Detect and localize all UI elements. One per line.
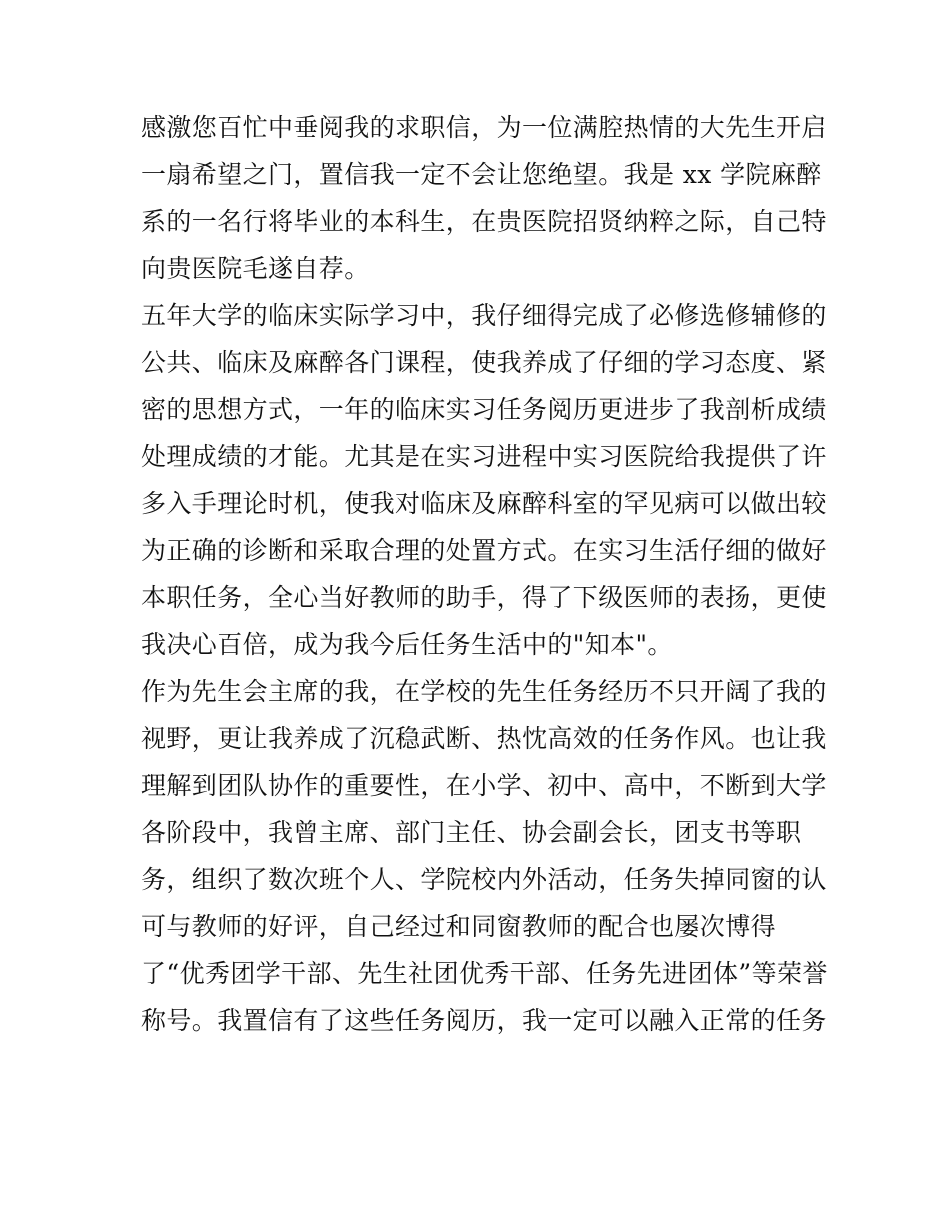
text-line: 感激您百忙中垂阅我的求职信，为一位满腔热情的大先生开启 [141, 113, 827, 142]
text-line: 为正确的诊断和采取合理的处置方式。在实习生活仔细的做好 [141, 536, 827, 565]
text-line: 密的思想方式，一年的临床实习任务阅历更进步了我剖析成绩 [141, 395, 827, 424]
text-line: 各阶段中，我曾主席、部门主任、协会副会长，团支书等职 [141, 818, 802, 847]
text-line: 务，组织了数次班个人、学院校内外活动，任务失掉同窗的认 [141, 865, 827, 894]
text-line: 理解到团队协作的重要性，在小学、初中、高中，不断到大学 [141, 771, 827, 800]
text-line: 作为先生会主席的我，在学校的先生任务经历不只开阔了我的 [141, 677, 827, 706]
text-line: 视野，更让我养成了沉稳武断、热忱高效的任务作风。也让我 [141, 724, 827, 753]
text-line: 系的一名行将毕业的本科生，在贵医院招贤纳粹之际，自己特 [141, 207, 827, 236]
text-line: 本职任务，全心当好教师的助手，得了下级医师的表扬，更使 [141, 583, 827, 612]
letter-body [141, 104, 828, 1044]
text-line: 处理成绩的才能。尤其是在实习进程中实习医院给我提供了许 [141, 442, 827, 471]
text-line: 五年大学的临床实际学习中，我仔细得完成了必修选修辅修的 [141, 301, 827, 330]
text-line: 我决心百倍，成为我今后任务生活中的"知本"。 [141, 630, 673, 659]
text-line: 一扇希望之门，置信我一定不会让您绝望。我是 xx 学院麻醉 [141, 160, 822, 189]
text-line: 称号。我置信有了这些任务阅历，我一定可以融入正常的任务 [141, 1006, 827, 1035]
text-line: 公共、临床及麻醉各门课程，使我养成了仔细的学习态度、紧 [141, 348, 827, 377]
text-line: 可与教师的好评，自己经过和同窗教师的配合也屡次博得 [141, 912, 777, 941]
text-line: 多入手理论时机，使我对临床及麻醉科室的罕见病可以做出较 [141, 489, 827, 518]
text-line: 了“优秀团学干部、先生社团优秀干部、任务先进团体”等荣誉 [141, 959, 828, 988]
text-line: 向贵医院毛遂自荐。 [141, 254, 370, 283]
